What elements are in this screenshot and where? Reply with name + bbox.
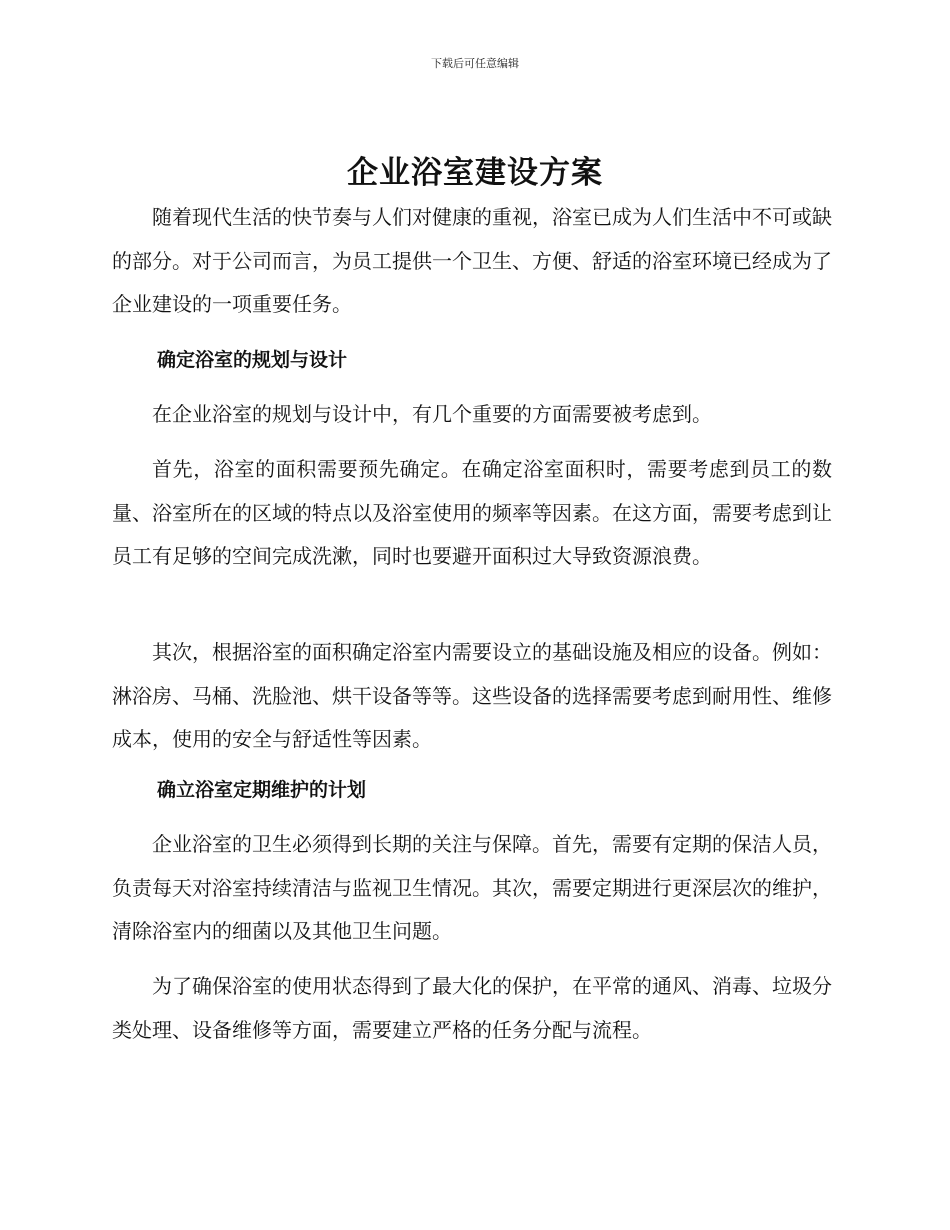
intro-block	[112, 196, 832, 327]
section1-p1-block	[112, 393, 832, 437]
header-note: 下载后可任意编辑	[431, 57, 519, 70]
section1-heading: 确定浴室的规划与设计	[157, 349, 348, 371]
document-title: 企业浴室建设方案	[347, 155, 603, 191]
section2-paragraph-1: 企业浴室的卫生必须得到长期的关注与保障。首先，需要有定期的保洁人员，负责每天对浴室持续清洁与监视卫生情况。其次，需要定期进行更深层次的维护，清除浴室内的细菌以及其他卫生问题。	[112, 832, 832, 943]
section1-paragraph-2: 首先，浴室的面积需要预先确定。在确定浴室面积时，需要考虑到员工的数量、浴室所在的区域的特点以及浴室使用的频率等因素。在这方面，需要考虑到让员工有足够的空间完成洗漱，同时也要避开面积过大导致资源浪费。	[112, 457, 832, 568]
section2-heading: 确立浴室定期维护的计划	[157, 779, 367, 801]
section2-paragraph-2: 为了确保浴室的使用状态得到了最大化的保护，在平常的通风、消毒、垃圾分类处理、设备维修等方面，需要建立严格的任务分配与流程。	[112, 974, 832, 1042]
section1-paragraph-1: 在企业浴室的规划与设计中，有几个重要的方面需要被考虑到。	[152, 402, 712, 426]
section1-p2-block	[112, 448, 832, 579]
section2-p1-block	[112, 823, 832, 954]
section1-paragraph-3: 其次，根据浴室的面积确定浴室内需要设立的基础设施及相应的设备。例如：淋浴房、马桶、洗脸池、烘干设备等等。这些设备的选择需要考虑到耐用性、维修成本，使用的安全与舒适性等因素。	[112, 640, 832, 751]
section2-p2-block	[112, 965, 832, 1052]
section1-p3-block	[112, 631, 832, 762]
intro-paragraph: 随着现代生活的快节奏与人们对健康的重视，浴室已成为人们生活中不可或缺的部分。对于公司而言，为员工提供一个卫生、方便、舒适的浴室环境已经成为了企业建设的一项重要任务。	[112, 205, 832, 316]
